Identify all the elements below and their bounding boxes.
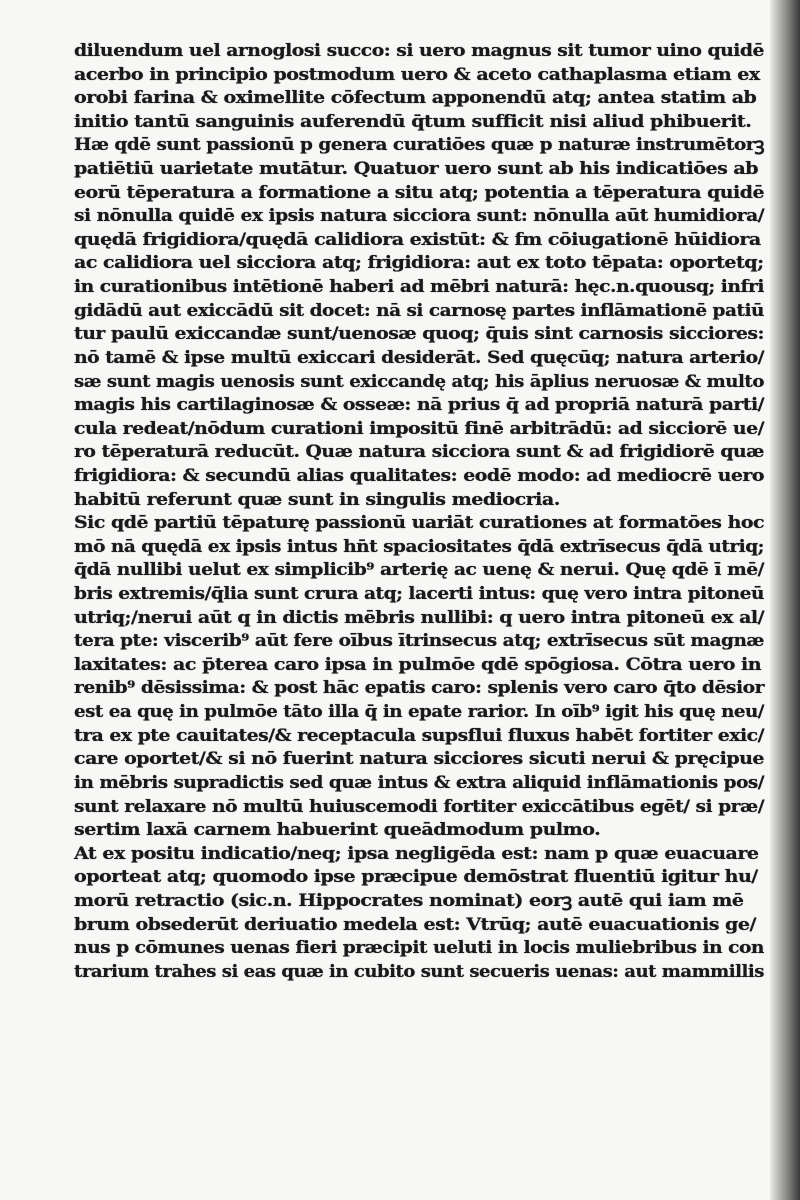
text-line: in mēbris supradictis sed quæ intus & extra aliquid inflāmationis pos/ [74,772,765,793]
text-line: habitū referunt quæ sunt in singulis mediocria. [74,489,560,510]
text-line: Hæ qdē sunt passionū p genera curatiōes quæ p naturæ instrumētorꝫ [74,135,765,156]
text-line: trarium trahes si eas quæ in cubito sunt secueris uenas: aut mammillis [74,961,764,982]
text-line: in curationibus intētionē haberi ad mēbri naturā: hęc.n.quousq; infri [74,277,765,298]
text-line: sæ sunt magis uenosis sunt exiccandę atq; his āplius neruosæ & multo [74,371,764,392]
text-line: morū retractio (sic.n. Hippocrates nominat) eorꝫ autē qui iam mē [74,890,744,911]
text-line: tra ex pte cauitates/& receptacula supsflui fluxus habēt fortiter exic/ [74,725,764,746]
text-line: brum obsederūt deriuatio medela est: Vtrūq; autē euacuationis ge/ [74,914,756,935]
text-line: bris extremis/q̄lia sunt crura atq; lacerti intus: quę vero intra pitoneū [74,584,765,605]
text-line: frigidiora: & secundū alias qualitates: eodē modo: ad mediocrē uero [74,465,764,486]
text-line: q̄dā nullibi uelut ex simplicib⁹ arterię ac uenę & nerui. Quę qdē ī mē/ [74,560,765,581]
text-line: sunt relaxare nō multū huiuscemodi fortiter exiccātibus egēt/ si præ/ [74,796,765,817]
text-line: eorū tēperatura a formatione a situ atq; potentia a tēperatura quidē [74,182,765,203]
text-line: diluendum uel arnoglosi succo: si uero magnus sit tumor uino quidē [74,41,764,61]
text-line: tur paulū exiccandæ sunt/uenosæ quoq; q̄uis sint carnosis sicciores: [74,324,765,345]
text-line: mō nā quędā ex ipsis intus hn̄t spaciositates q̄dā extrīsecus q̄dā utriq; [74,536,764,557]
text-line: renib⁹ dēsissima: & post hāc epatis caro: splenis vero caro q̄to dēsior [74,678,764,699]
text-line: laxitates: ac p̄terea caro ipsa in pulmōe qdē spōgiosa. Cōtra uero in [74,654,762,675]
text-line: Sic qdē partiū tēpaturę passionū uariāt curationes at formatōes hoc [74,513,765,534]
text-line: initio tantū sanguinis auferendū q̄tum sufficit nisi aliud phibuerit. [74,111,752,132]
text-line: At ex positu indicatio/neq; ipsa negligēda est: nam p quæ euacuare [74,843,759,864]
text-line: quędā frigidiora/quędā calidiora existūt: & fm cōiugationē hūidiora [74,229,761,250]
text-body [74,40,764,984]
text-line: magis his cartilaginosæ & osseæ: nā prius q̄ ad propriā naturā parti/ [74,395,765,416]
text-line: ac calidiora uel sicciora atq; frigidiora: aut ex toto tēpata: oportetq; [74,253,764,274]
text-line: gidādū aut exiccādū sit docet: nā si carnosę partes inflāmationē patiū [74,300,764,321]
text-line: si nōnulla quidē ex ipsis natura sicciora sunt: nōnulla aūt humidiora/ [74,206,765,227]
page-edge-shadow [770,0,800,1200]
text-line: nus p cōmunes uenas fieri præcipit ueluti in locis muliebribus in con [74,938,765,959]
text-line: ro tēperaturā reducūt. Quæ natura sicciora sunt & ad frigidiorē quæ [74,442,764,463]
text-line: care oportet/& si nō fuerint natura sicciores sicuti nerui & pręcipue [74,749,765,770]
text-line: nō tamē & ipse multū exiccari desiderāt. Sed quęcūq; natura arterio/ [74,347,764,368]
text-line: sertim laxā carnem habuerint queādmodum pulmo. [74,820,601,841]
text-line: utriq;/nerui aūt q in dictis mēbris nullibi: q uero intra pitoneū ex al/ [74,607,765,628]
text-line: cula redeat/nōdum curationi impositū finē arbitrādū: ad sicciorē ue/ [74,418,765,439]
text-line: oporteat atq; quomodo ipse præcipue demōstrat fluentiū igitur hu/ [74,867,758,888]
text-line: patiētiū uarietate mutātur. Quatuor uero sunt ab his indicatiōes ab [74,159,759,180]
text-line: orobi farina & oximellite cōfectum apponendū atq; antea statim ab [74,88,757,109]
text-line: tera pte: viscerib⁹ aūt fere oībus ītrinsecus atq; extrīsecus sūt magnæ [74,631,765,652]
text-line: est ea quę in pulmōe tāto illa q̄ in epate rarior. In oīb⁹ igit his quę neu/ [74,702,764,723]
text-line: acerbo in principio postmodum uero & aceto cathaplasma etiam ex [74,64,760,85]
